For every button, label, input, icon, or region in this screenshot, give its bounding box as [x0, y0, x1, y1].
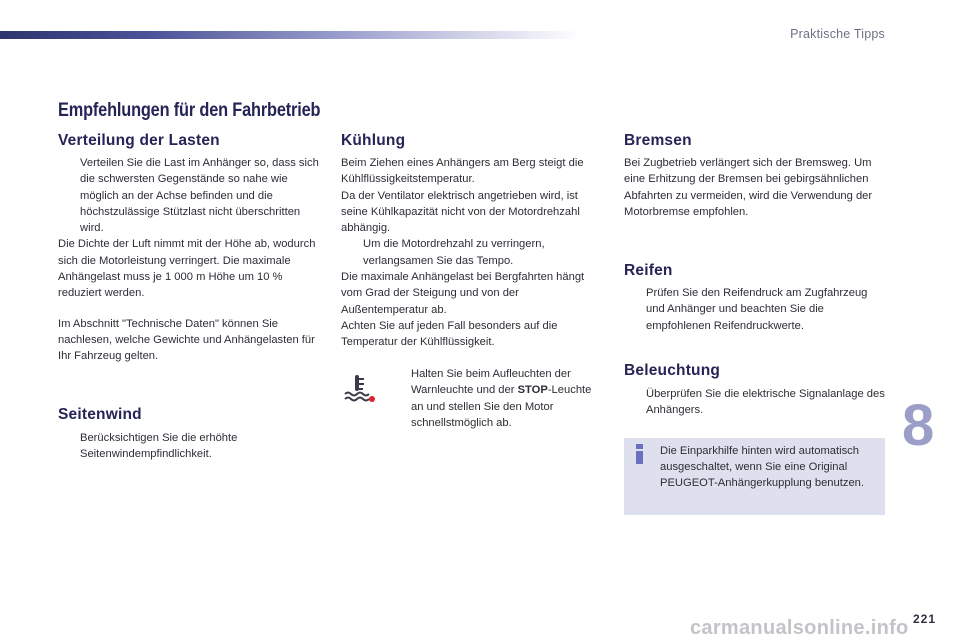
beleuchtung-text: [624, 386, 886, 419]
warning-text-pre: Halten Sie beim Aufleuchten der Warnleuchte und der: [411, 368, 571, 397]
lasten-bullet: [58, 155, 320, 236]
kuehlung-text: [341, 155, 599, 351]
reifen-bullet-text: Prüfen Sie den Reifendruck am Zugfahrzeug und Anhänger und beachten Sie die empfohlenen Reifendruckwerte.: [646, 287, 868, 332]
bremsen-text: Bei Zugbetrieb verlängert sich der Bremsweg. Um eine Erhitzung der Bremsen bei gebirgsähnlichen Abfahrten zu vermeiden, wird die Verwendung der Motorbremse empfohlen.: [624, 157, 873, 218]
heading-reifen: Reifen: [624, 262, 673, 279]
info-box: [624, 438, 885, 515]
kuehlung-paragraph-3: Die maximale Anhängelast bei Bergfahrten hängt vom Grad der Steigung und von der Außentemperatur ab.: [341, 271, 585, 316]
section-title: Praktische Tipps: [790, 27, 885, 41]
reifen-text: [624, 285, 886, 334]
kuehlung-paragraph-4: Achten Sie auf jeden Fall besonders auf die Temperatur der Kühlflüssigkeit.: [341, 319, 558, 349]
info-icon: [633, 444, 646, 464]
kuehlung-bullet-text: Um die Motordrehzahl zu verringern, verlangsamen Sie das Tempo.: [363, 238, 545, 267]
seitenwind-bullet: [58, 430, 320, 463]
lasten-paragraph-2: Im Abschnitt "Technische Daten" können Sie nachlesen, welche Gewichte und Anhängelasten für Ihr Fahrzeug gelten.: [58, 317, 315, 363]
coolant-temperature-warning-icon: [342, 373, 376, 403]
heading-bremsen: Bremsen: [624, 132, 692, 149]
seitenwind-text: [58, 430, 320, 463]
kuehlung-warning-bullet: [389, 366, 599, 431]
watermark: carmanualsonline.info: [690, 617, 909, 639]
heading-kuehlung: Kühlung: [341, 132, 406, 149]
header-gradient-bar: [0, 31, 580, 39]
beleuchtung-bullet-text: Überprüfen Sie die elektrische Signalanlage des Anhängers.: [646, 388, 885, 417]
info-text: Die Einparkhilfe hinten wird automatisch ausgeschaltet, wenn Sie eine Original PEUGEOT-Anhängerkupplung benutzen.: [660, 445, 864, 489]
kuehlung-warning-text: [389, 366, 599, 431]
heading-seitenwind: Seitenwind: [58, 406, 142, 423]
lasten-paragraph-1: Die Dichte der Luft nimmt mit der Höhe ab, wodurch sich die Motorleistung verringert. Die maximale Anhängelast muss je 1 000 m Höhe um 10 % reduziert werden.: [58, 238, 316, 300]
seitenwind-bullet-text: Berücksichtigen Sie die erhöhte Seitenwindempfindlichkeit.: [80, 432, 238, 461]
stop-label: STOP: [517, 384, 548, 397]
beleuchtung-bullet: [624, 386, 886, 419]
reifen-bullet: [624, 285, 886, 334]
kuehlung-bullet: [341, 236, 599, 269]
kuehlung-paragraph-1: Beim Ziehen eines Anhängers am Berg steigt die Kühlflüssigkeitstemperatur.: [341, 157, 584, 186]
lasten-bullet-text: Verteilen Sie die Last im Anhänger so, dass sich die schwersten Gegenstände so nahe wie möglich an der Achse befinden und die höchstzulässige Stützlast nicht überschritten wird.: [80, 157, 319, 235]
chapter-number: 8: [902, 393, 935, 458]
page-number: 221: [913, 612, 937, 626]
heading-lasten: Verteilung der Lasten: [58, 132, 220, 149]
warning-text-post: -Leuchte an und stellen Sie den Motor schnellstmöglich ab.: [411, 384, 592, 429]
kuehlung-paragraph-2: Da der Ventilator elektrisch angetrieben wird, ist seine Kühlkapazität nicht von der Motordrehzahl abhängig.: [341, 189, 580, 235]
heading-beleuchtung: Beleuchtung: [624, 362, 721, 379]
lasten-text: [58, 155, 320, 365]
page-title: Empfehlungen für den Fahrbetrieb: [58, 100, 321, 121]
